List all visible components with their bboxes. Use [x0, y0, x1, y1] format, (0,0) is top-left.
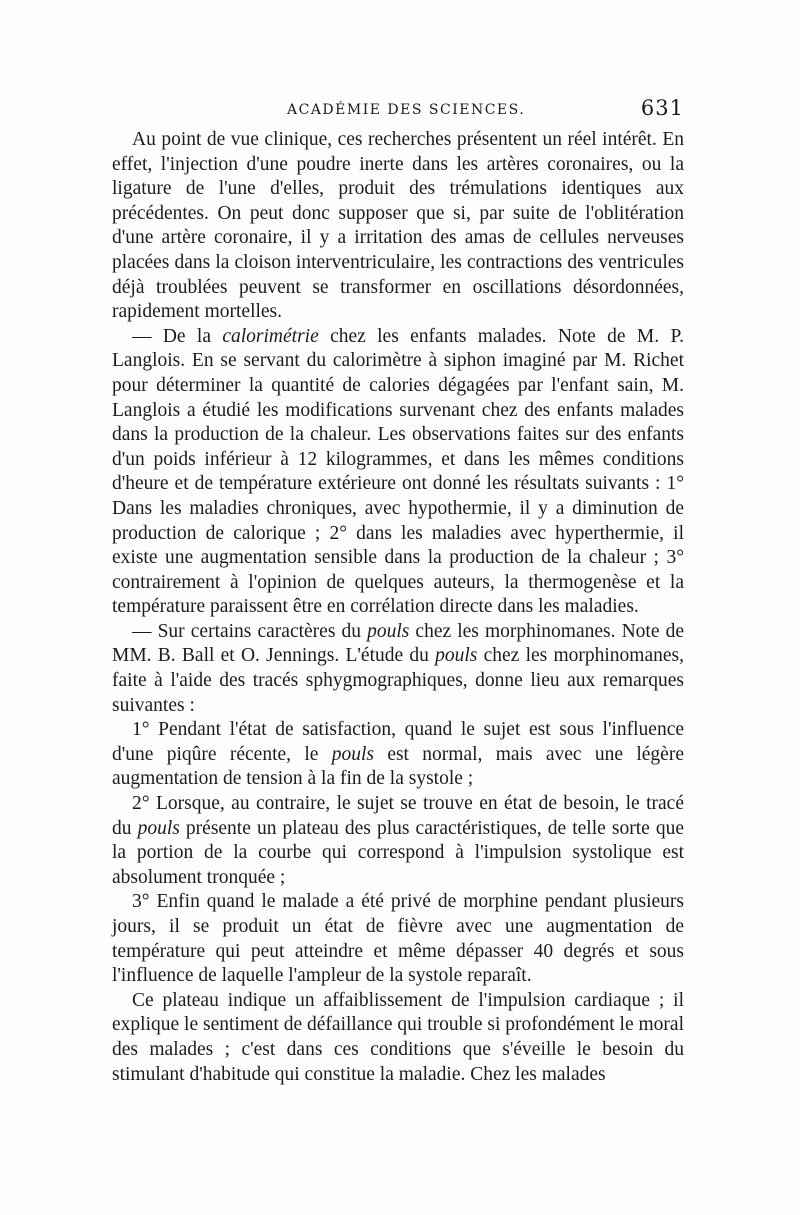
paragraph-calorimetry: — De la calorimétrie chez les enfants malades. Note de M. P. Langlois. En se servant du calorimètre à siphon imaginé par M. Richet pour déterminer la quantité de calories dégagées par l'enfant sain, M. Langlois a étudié les modifications survenant chez des enfants malades dans la production de la chaleur. Les observations faites sur des enfants d'un poids inférieur à 12 kilogrammes, et dans les mêmes conditions d'heure et de température extérieure ont donné les résultats suivants : 1° Dans les maladies chroniques, avec hypothermie, il y a diminution de production de calorique ; 2° dans les maladies avec hyperthermie, il existe une augmentation sensible dans la production de la chaleur ; 3° contrairement à l'opinion de quelques auteurs, la thermogenèse et la température paraissent être en corrélation directe dans les maladies.	[112, 325, 684, 618]
page-number: 631	[640, 96, 684, 120]
paragraph-plateau: Ce plateau indique un affaiblissement de l'impulsion cardiaque ; il explique le sentiment de défaillance qui trouble si profondément le moral des malades ; c'est dans ces conditions que s'éveille le besoin du stimulant d'habitude qui constitue la maladie. Chez les malades	[112, 989, 684, 1085]
running-title: ACADÉMIE DES SCIENCES.	[287, 102, 526, 118]
paragraph-point-3: 3° Enfin quand le malade a été privé de morphine pendant plusieurs jours, il se produit un état de fièvre avec une augmentation de température qui peut atteindre et même dépasser 40 degrés et sous l'influence de laquelle l'ampleur de la systole reparaît.	[112, 891, 684, 987]
italic-term: pouls	[367, 620, 410, 642]
paragraph-point-1: 1° Pendant l'état de satisfaction, quand le sujet est sous l'influence d'une piqûre récente, le pouls est normal, mais avec une légère augmentation de tension à la fin de la systole ;	[112, 719, 684, 790]
paragraph-pulse-morphinomanes: — Sur certains caractères du pouls chez les morphinomanes. Note de MM. B. Ball et O. Jennings. L'étude du pouls chez les morphinomanes, faite à l'aide des tracés sphygmographiques, donne lieu aux remarques suivantes :	[112, 620, 684, 716]
italic-term: pouls	[435, 645, 478, 667]
italic-term: pouls	[137, 817, 180, 839]
paragraph-clinical-interest: Au point de vue clinique, ces recherches présentent un réel intérêt. En effet, l'injection d'une poudre inerte dans les artères coronaires, ou la ligature de l'une d'elles, produit des trémulations identiques aux précédentes. On peut donc supposer que si, par suite de l'oblitération d'une artère coronaire, il y a irritation des amas de cellules nerveuses placées dans la cloison interventriculaire, les contractions des ventricules déjà troublées peuvent se transformer en oscillations désordonnées, rapidement mortelles.	[112, 129, 684, 323]
italic-term: pouls	[331, 743, 374, 765]
paragraph-point-2: 2° Lorsque, au contraire, le sujet se trouve en état de besoin, le tracé du pouls présente un plateau des plus caractéristiques, de telle sorte que la portion de la courbe qui correspond à l'impulsion systolique est absolument tronquée ;	[112, 793, 685, 888]
body-text	[112, 128, 684, 1087]
italic-term: calorimétrie	[222, 325, 319, 347]
page-header	[112, 96, 684, 126]
